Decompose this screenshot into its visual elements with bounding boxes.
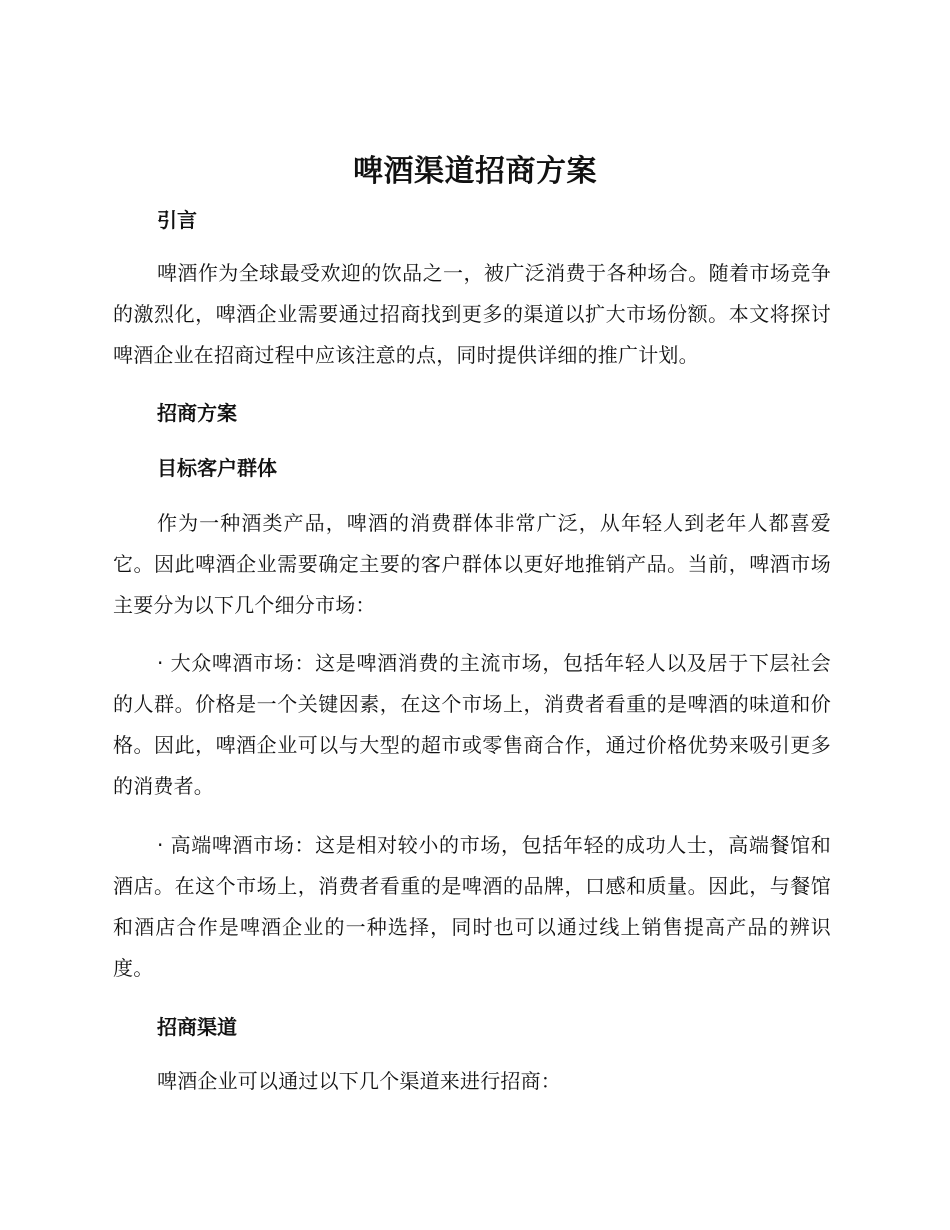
document-title: 啤酒渠道招商方案 [353, 154, 597, 189]
channel-heading: 招商渠道 [157, 1015, 237, 1039]
intro-paragraph: 啤酒作为全球最受欢迎的饮品之一，被广泛消费于各种场合。随着市场竞争的激烈化，啤酒企业需要通过招商找到更多的渠道以扩大市场份额。本文将探讨啤酒企业在招商过程中应该注意的点，同时提供详细的推广计划。 [113, 261, 831, 367]
intro-heading: 引言 [157, 208, 197, 232]
target-paragraph: 作为一种酒类产品，啤酒的消费群体非常广泛，从年轻人到老年人都喜爱它。因此啤酒企业需要确定主要的客户群体以更好地推销产品。当前，啤酒市场主要分为以下几个细分市场： [113, 511, 831, 617]
premium-market-bullet: · 高端啤酒市场：这是相对较小的市场，包括年轻的成功人士，高端餐馆和酒店。在这个市场上，消费者看重的是啤酒的品牌，口感和质量。因此，与餐馆和酒店合作是啤酒企业的一种选择，同时也可以通过线上销售提高产品的辨识度。 [113, 833, 831, 980]
mass-market-bullet: · 大众啤酒市场：这是啤酒消费的主流市场，包括年轻人以及居于下层社会的人群。价格是一个关键因素，在这个市场上，消费者看重的是啤酒的味道和价格。因此，啤酒企业可以与大型的超市或零售商合作，通过价格优势来吸引更多的消费者。 [113, 651, 831, 798]
target-heading: 目标客户群体 [157, 456, 277, 480]
channel-paragraph: 啤酒企业可以通过以下几个渠道来进行招商： [157, 1069, 561, 1093]
plan-heading: 招商方案 [157, 401, 237, 425]
